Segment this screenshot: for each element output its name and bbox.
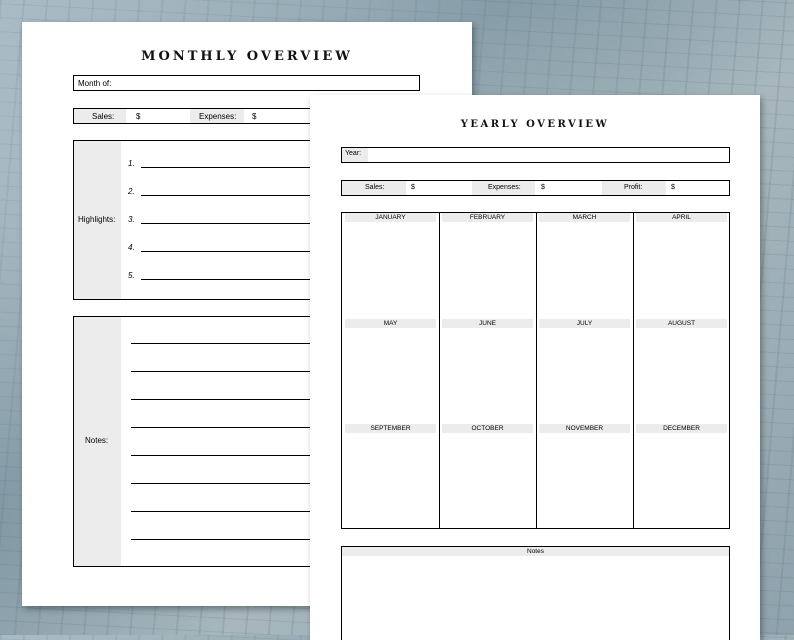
highlight-number: 5. [128, 271, 135, 280]
month-cell-november[interactable] [536, 424, 633, 529]
month-label: DECEMBER [636, 424, 727, 433]
month-label: NOVEMBER [539, 424, 630, 433]
month-label: OCTOBER [442, 424, 533, 433]
monthly-title: MONTHLY OVERVIEW [141, 49, 353, 64]
monthly-notes-label: Notes: [85, 436, 109, 445]
month-cell-june[interactable] [439, 319, 536, 425]
monthly-sales-currency[interactable]: $ [136, 112, 141, 121]
yearly-sales-label: Sales: [365, 184, 385, 191]
month-cell-october[interactable] [439, 424, 536, 529]
yearly-notes-section[interactable] [341, 546, 730, 640]
highlight-number: 2. [128, 187, 135, 196]
month-label: JANUARY [345, 213, 436, 222]
yearly-expenses-label: Expenses: [488, 184, 521, 191]
month-cell-january[interactable] [342, 213, 439, 319]
month-label: JULY [539, 319, 630, 328]
monthly-sales-label: Sales: [92, 112, 115, 121]
yearly-totals-row [341, 180, 730, 196]
yearly-notes-label: Notes [342, 547, 729, 556]
highlight-number: 4. [128, 243, 135, 252]
year-field[interactable] [341, 147, 730, 163]
yearly-title: YEARLY OVERVIEW [460, 119, 610, 130]
month-label: FEBRUARY [442, 213, 533, 222]
month-cell-september[interactable] [342, 424, 439, 529]
month-of-label: Month of: [78, 79, 112, 88]
month-cell-july[interactable] [536, 319, 633, 425]
month-cell-december[interactable] [633, 424, 730, 529]
yearly-overview-sheet [310, 95, 760, 640]
month-cell-may[interactable] [342, 319, 439, 425]
month-cell-march[interactable] [536, 213, 633, 319]
month-grid [341, 212, 730, 529]
month-label: SEPTEMBER [345, 424, 436, 433]
yearly-profit-label: Profit: [624, 184, 643, 191]
yearly-sales-currency[interactable]: $ [411, 184, 415, 191]
highlight-number: 3. [128, 215, 135, 224]
yearly-profit-currency[interactable]: $ [671, 184, 675, 191]
highlights-label: Highlights: [78, 215, 116, 224]
year-label: Year: [345, 150, 362, 157]
month-label: JUNE [442, 319, 533, 328]
month-cell-february[interactable] [439, 213, 536, 319]
month-of-field[interactable] [73, 75, 420, 91]
monthly-expenses-label: Expenses: [199, 112, 237, 121]
month-label: AUGUST [636, 319, 727, 328]
month-label: APRIL [636, 213, 727, 222]
month-label: MARCH [539, 213, 630, 222]
month-label: MAY [345, 319, 436, 328]
month-cell-august[interactable] [633, 319, 730, 425]
highlight-number: 1. [128, 159, 135, 168]
monthly-expenses-currency[interactable]: $ [252, 112, 257, 121]
month-cell-april[interactable] [633, 213, 730, 319]
yearly-expenses-currency[interactable]: $ [541, 184, 545, 191]
